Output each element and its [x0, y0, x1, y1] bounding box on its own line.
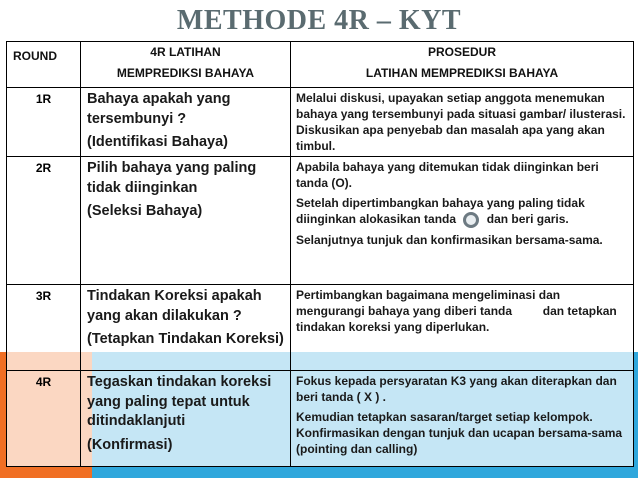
table-row-2r [7, 157, 634, 285]
round-cell: 1R [7, 88, 81, 157]
latihan-cell [81, 88, 291, 157]
circle-mark-icon [463, 212, 479, 228]
prosedur-cell [291, 88, 634, 157]
latihan-category: (Identifikasi Bahaya) [87, 134, 229, 150]
methode-table [6, 41, 634, 467]
round-cell: 3R [7, 285, 81, 371]
prosedur-text-block [296, 195, 628, 228]
header-round [7, 42, 81, 88]
prosedur-cell [291, 285, 634, 371]
prosedur-cell [291, 157, 634, 285]
prosedur-text: Melalui diskusi, upayakan setiap anggota menemukan bahaya yang tersembunyi pada situasi gambar/ ilusterasi. Diskusikan apa penyebab dan masalah apa yang akan timbul. [296, 91, 626, 153]
latihan-category: (Seleksi Bahaya) [87, 203, 203, 219]
prosedur-text: Selanjutnya tunjuk dan konfirmasikan bersama-sama. [296, 232, 603, 247]
header-latihan-line2: MEMPREDIKSI BAHAYA [116, 66, 255, 80]
table-row-3r [7, 285, 634, 371]
prosedur-text: Pertimbangkan bagaimana mengeliminasi dan mengurangi bahaya yang diberi tanda [296, 288, 561, 318]
latihan-question: Tegaskan tindakan koreksi yang paling tepat untuk ditindaklanjuti [87, 374, 272, 429]
latihan-question: Tindakan Koreksi apakah yang akan dilakukan ? [87, 288, 262, 324]
table-row-1r [7, 88, 634, 157]
blank-mark-icon [519, 305, 535, 319]
header-latihan-line1: 4R LATIHAN [150, 45, 221, 59]
latihan-category: (Tetapkan Tindakan Koreksi) [87, 331, 284, 347]
latihan-category: (Konfirmasi) [87, 436, 173, 453]
prosedur-text: Fokus kepada persyaratan K3 yang akan diterapkan dan beri tanda ( X ) . [296, 374, 617, 404]
prosedur-text: dan beri garis. [486, 212, 569, 226]
latihan-cell [81, 371, 291, 467]
header-latihan [81, 42, 291, 88]
header-prosedur-line1: PROSEDUR [427, 45, 496, 59]
table-header-row [7, 42, 634, 88]
latihan-question: Pilih bahaya yang paling tidak diinginkan [87, 160, 257, 196]
page-title: METHODE 4R – KYT [176, 5, 462, 36]
header-prosedur [291, 42, 634, 88]
latihan-cell [81, 157, 291, 285]
latihan-cell [81, 285, 291, 371]
prosedur-text: Kemudian tetapkan sasaran/target setiap kelompok. Konfirmasikan dengan tunjuk dan ucapan bersama-sama (pointing dan calling) [296, 410, 623, 456]
prosedur-text: dan tetapkan tindakan koreksi yang diperlukan. [296, 304, 617, 334]
round-cell: 2R [7, 157, 81, 285]
round-cell: 4R [7, 371, 81, 467]
prosedur-text: Apabila bahaya yang ditemukan tidak diinginkan beri tanda (O). [296, 160, 599, 190]
latihan-question: Bahaya apakah yang tersembunyi ? [87, 91, 231, 127]
table-row-4r [7, 371, 634, 467]
prosedur-cell [291, 371, 634, 467]
prosedur-text: Setelah dipertimbangkan bahaya yang paling tidak diinginkan alokasikan tanda [296, 196, 585, 226]
header-prosedur-line2: LATIHAN MEMPREDIKSI BAHAYA [365, 66, 559, 80]
header-round-label: ROUND [13, 49, 57, 63]
